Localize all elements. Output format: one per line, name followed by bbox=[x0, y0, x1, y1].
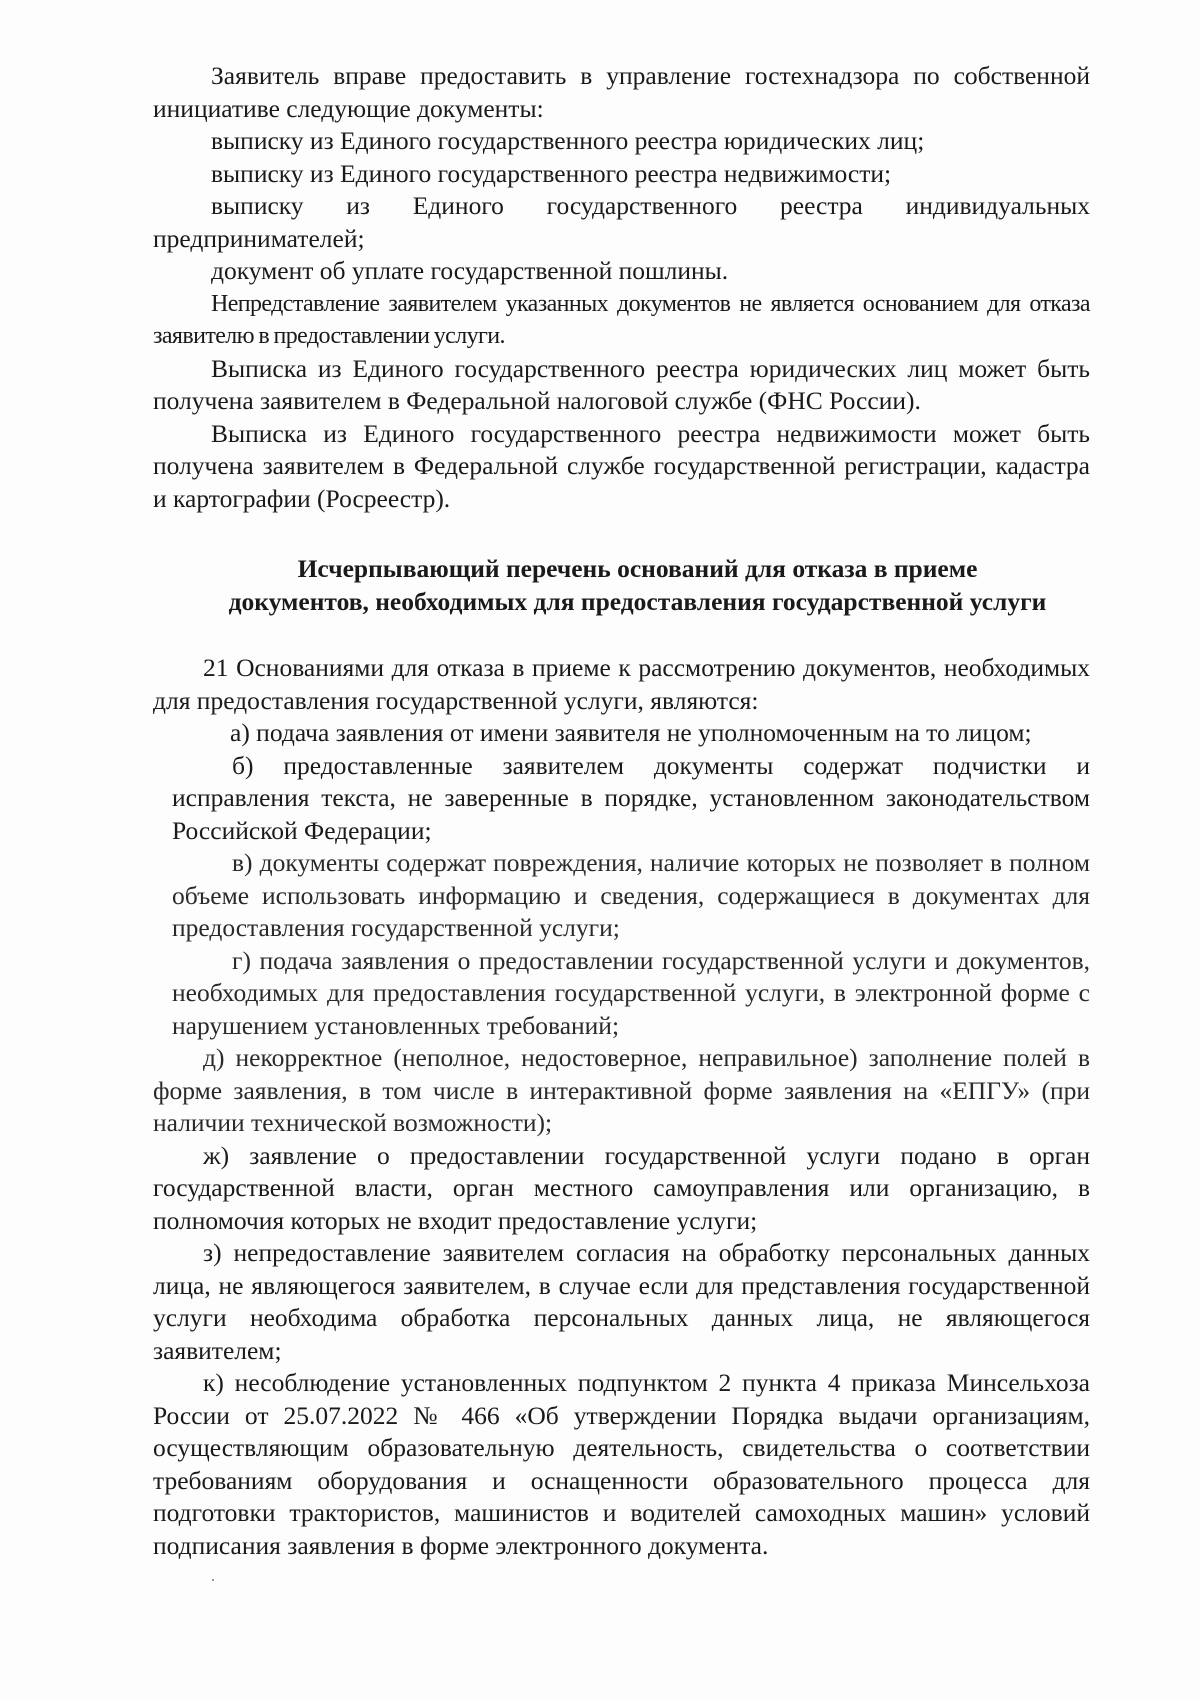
paragraph-rosreestr: Выписка из Единого государственного реестра недвижимости может быть получена заявителем в Федеральной службе государственной регистрации, кадастра и картографии (Росреестр). bbox=[153, 418, 1090, 513]
clause-21: 21 Основаниями для отказа в приеме к рассмотрению документов, необходимых для предоставления государственной услуги, являются: bbox=[153, 653, 1090, 715]
list-item: в) документы содержат повреждения, наличие которых не позволяет в полном объеме использовать информацию и сведения, содержащиеся в документах для предоставления государственной услуги; bbox=[172, 848, 1090, 942]
scan-speck bbox=[212, 1579, 214, 1581]
optional-documents-section bbox=[0, 60, 1200, 515]
list-item: ж) заявление о предоставлении государственной услуги подано в орган государственной власти, орган местного самоуправления или организацию, в полномочия которых не входит предоставление услуги; bbox=[153, 1140, 1090, 1235]
paragraph-egrn-extract: выписку из Единого государственного реестра недвижимости; bbox=[211, 158, 892, 188]
section-heading bbox=[0, 552, 1200, 618]
list-item: г) подача заявления о предоставлении государственной услуги и документов, необходимых для предоставления государственной услуги, в электронной форме с нарушением установленных требований; bbox=[172, 945, 1090, 1040]
list-item: з) непредоставление заявителем согласия на обработку персональных данных лица, не являющегося заявителем, в случае если для представления государственной услуги необходима обработка персональных данных лица, не являющегося заявителем; bbox=[153, 1238, 1090, 1365]
section-heading-line-2: документов, необходимых для предоставления государственной услуги bbox=[228, 587, 1047, 616]
paragraph-fns: Выписка из Единого государственного реестра юридических лиц может быть получена заявителем в Федеральной налоговой службе (ФНС России). bbox=[153, 353, 1090, 415]
paragraph-egrul-extract: выписку из Единого государственного реестра юридических лиц; bbox=[211, 126, 925, 155]
list-item: б) предоставленные заявителем документы содержат подчистки и исправления текста, не заверенные в порядке, установленном законодательством Российской Федерации; bbox=[172, 750, 1090, 845]
paragraph-right-to-submit: Заявитель вправе предоставить в управление гостехнадзора по собственной инициативе следующие документы: bbox=[153, 61, 1090, 123]
section-heading-line-1: Исчерпывающий перечень оснований для отказа в приеме bbox=[297, 554, 978, 583]
paragraph-non-submission: Непредставление заявителем указанных документов не является основанием для отказа заявителю в предоставлении услуги. bbox=[153, 290, 1090, 349]
refusal-grounds-list bbox=[0, 652, 1200, 1562]
list-item: д) некорректное (неполное, недостоверное, неправильное) заполнение полей в форме заявления, в том числе в интерактивной форме заявления на «ЕПГУ» (при наличии технической возможности); bbox=[153, 1043, 1090, 1137]
list-item: а) подача заявления от имени заявителя не уполномоченным на то лицом; bbox=[230, 718, 1032, 747]
paragraph-egrip-extract: выписку из Единого государственного реестра индивидуальных предпринимателей; bbox=[153, 191, 1090, 253]
paragraph-state-fee: документ об уплате государственной пошлины. bbox=[211, 256, 729, 285]
list-item: к) несоблюдение установленных подпунктом 2 пункта 4 приказа Минсельхоза России от 25.07.2022 № 466 «Об утверждении Порядка выдачи организациям, осуществляющим образовательную деятельность, свидетельства о соответствии требованиям оборудования и оснащенности образовательного процесса для подготовки трактористов, машинистов и водителей самоходных машин» условий подписания заявления в форме электронного документа. bbox=[153, 1368, 1090, 1560]
